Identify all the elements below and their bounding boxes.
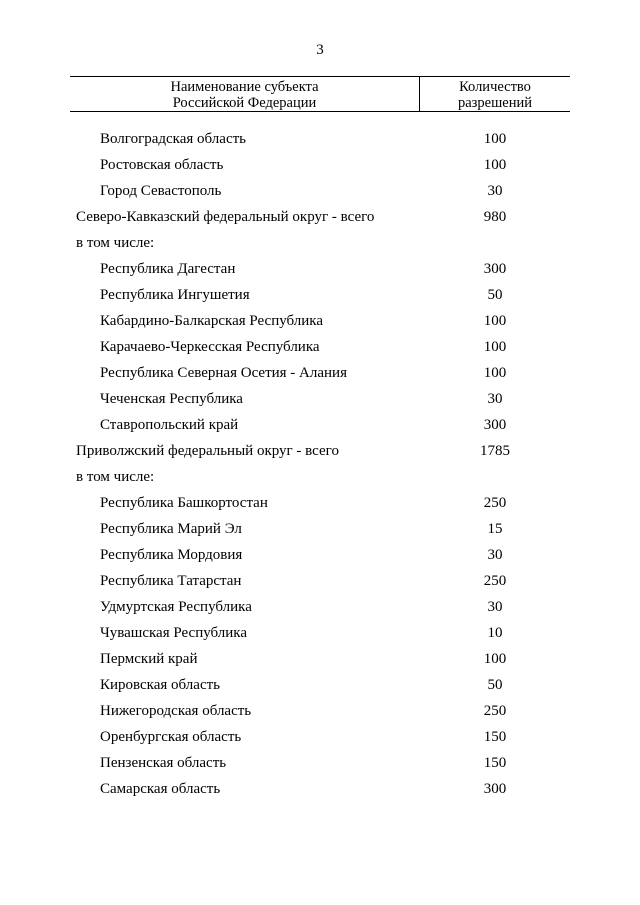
- subject-name: Кабардино-Балкарская Республика: [100, 313, 324, 329]
- column-header-subject-line1: Наименование субъекта: [170, 79, 319, 95]
- permit-count: 30: [487, 183, 503, 199]
- subject-name: Кировская область: [100, 677, 221, 693]
- table-row: [0, 256, 640, 282]
- subject-name: Оренбургская область: [100, 729, 242, 745]
- subject-name: в том числе:: [76, 469, 155, 485]
- table-row: [0, 152, 640, 178]
- permit-count: 100: [483, 157, 507, 173]
- subject-name: Ставропольский край: [100, 417, 239, 433]
- permit-count: 100: [483, 339, 507, 355]
- table-row: [0, 386, 640, 412]
- table-row: [0, 282, 640, 308]
- permit-count: 150: [483, 755, 507, 771]
- subject-name: Республика Дагестан: [100, 261, 236, 277]
- page-number: 3: [316, 42, 324, 58]
- table-row: [0, 178, 640, 204]
- subject-name: Северо-Кавказский федеральный округ - всего: [76, 209, 375, 225]
- subject-name: Республика Марий Эл: [100, 521, 242, 537]
- permit-count: 100: [483, 651, 507, 667]
- permit-count: 50: [487, 677, 503, 693]
- table-body: [0, 126, 640, 802]
- permit-count: 250: [483, 573, 507, 589]
- subject-name: Нижегородская область: [100, 703, 252, 719]
- column-header-subject-line2: Российской Федерации: [172, 95, 317, 111]
- table-row: [0, 542, 640, 568]
- table-row: [0, 204, 640, 230]
- permit-count: 10: [487, 625, 503, 641]
- permit-count: 300: [483, 261, 507, 277]
- table-row: [0, 568, 640, 594]
- table-row: [0, 620, 640, 646]
- table-row: [0, 594, 640, 620]
- table-row: [0, 672, 640, 698]
- permit-count: 300: [483, 781, 507, 797]
- subject-name: Приволжский федеральный округ - всего: [76, 443, 339, 459]
- table-header-bottom-rule: [70, 111, 570, 112]
- table-row: [0, 308, 640, 334]
- column-header-permits-line2: разрешений: [458, 95, 532, 111]
- permit-count: 150: [483, 729, 507, 745]
- subject-name: Республика Мордовия: [100, 547, 243, 563]
- table-row: [0, 412, 640, 438]
- table-row: [0, 646, 640, 672]
- subject-name: Волгоградская область: [100, 131, 246, 147]
- permit-count: 300: [483, 417, 507, 433]
- table-row: [0, 126, 640, 152]
- table-row: [0, 698, 640, 724]
- table-header-top-rule: [70, 76, 570, 77]
- subject-name: в том числе:: [76, 235, 155, 251]
- table-row: [0, 490, 640, 516]
- subject-name: Республика Татарстан: [100, 573, 242, 589]
- permit-count: 15: [487, 521, 503, 537]
- table-row: [0, 724, 640, 750]
- table-row: [0, 230, 640, 256]
- permit-count: 1785: [480, 443, 510, 459]
- subject-name: Республика Северная Осетия - Алания: [100, 365, 347, 381]
- permit-count: 250: [483, 703, 507, 719]
- permit-count: 100: [483, 313, 507, 329]
- table-row: [0, 360, 640, 386]
- table-row: [0, 334, 640, 360]
- table-row: [0, 438, 640, 464]
- column-header-subject: [70, 79, 419, 111]
- subject-name: Пермский край: [100, 651, 198, 667]
- column-header-permits: [420, 79, 570, 111]
- permit-count: 100: [483, 365, 507, 381]
- permit-count: 30: [487, 599, 503, 615]
- permit-count: 980: [483, 209, 507, 225]
- permit-count: 30: [487, 547, 503, 563]
- subject-name: Чеченская Республика: [100, 391, 243, 407]
- table-row: [0, 776, 640, 802]
- subject-name: Республика Башкортостан: [100, 495, 268, 511]
- subject-name: Карачаево-Черкесская Республика: [100, 339, 320, 355]
- subject-name: Чувашская Республика: [100, 625, 248, 641]
- table-row: [0, 750, 640, 776]
- permit-count: 50: [487, 287, 503, 303]
- subject-name: Самарская область: [100, 781, 221, 797]
- permit-count: 30: [487, 391, 503, 407]
- table-row: [0, 516, 640, 542]
- permit-count: 100: [483, 131, 507, 147]
- permit-count: 250: [483, 495, 507, 511]
- subject-name: Город Севастополь: [100, 183, 222, 199]
- subject-name: Пензенская область: [100, 755, 227, 771]
- subject-name: Удмуртская Республика: [100, 599, 252, 615]
- column-header-permits-line1: Количество: [459, 79, 531, 95]
- subject-name: Ростовская область: [100, 157, 224, 173]
- subject-name: Республика Ингушетия: [100, 287, 250, 303]
- table-row: [0, 464, 640, 490]
